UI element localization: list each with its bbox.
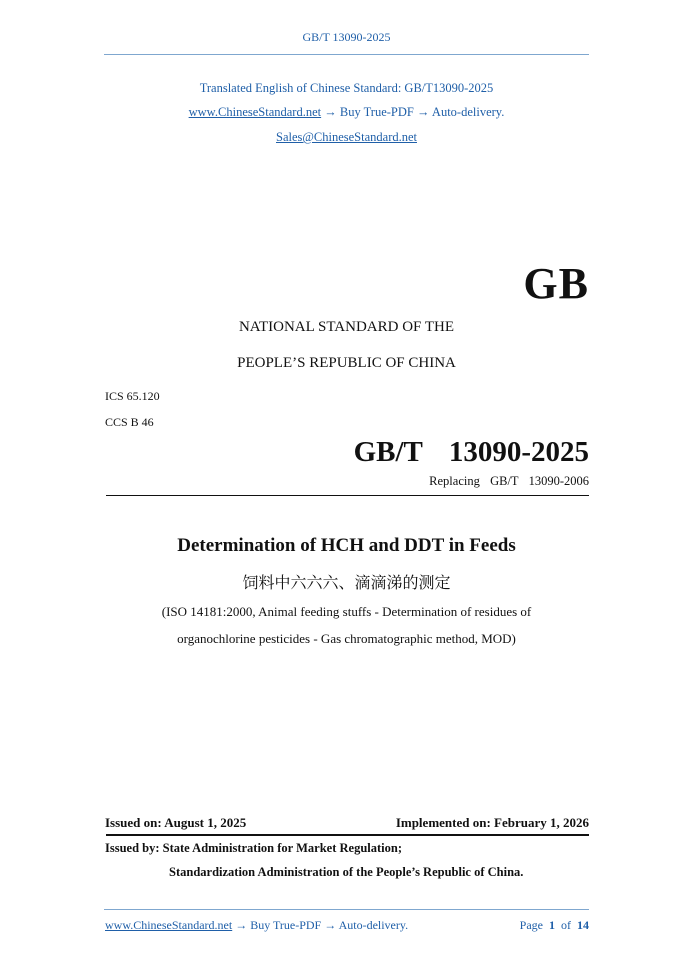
page-label: Page [519,918,543,932]
email-line [0,130,693,145]
issued-by-line2: Standardization Administration of the People’s Republic of China. [169,865,524,879]
gb-mark: GB [523,259,589,308]
standard-number-rule [106,495,589,496]
email-link[interactable]: Sales@ChineseStandard.net [276,130,417,144]
of-label: of [561,918,571,932]
page-number: 1 [549,918,555,932]
ics-code: ICS 65.120 [105,389,160,403]
page-indicator [520,918,589,933]
dates-rule [106,834,589,836]
iso-reference-line2: organochlorine pesticides - Gas chromatographic method, MOD) [177,631,516,646]
header-rule [104,54,589,55]
replacing-note: Replacing GB/T 13090-2006 [429,474,589,488]
standard-number: GB/T 13090-2025 [353,436,589,468]
header-doc-code: GB/T 13090-2025 [302,30,391,44]
footer-rule [104,909,589,910]
national-standard-line1: NATIONAL STANDARD OF THE [238,319,455,335]
implemented-on-date: Implemented on: February 1, 2026 [395,815,589,830]
buy-line-text: → Buy True-PDF → Auto-delivery. [321,105,505,119]
iso-reference-line1: (ISO 14181:2000, Animal feeding stuffs - Determination of residues of [161,604,532,619]
footer-site-link[interactable]: www.ChineseStandard.net [105,918,233,932]
title-english: Determination of HCH and DDT in Feeds [177,535,516,556]
issued-on-date: Issued on: August 1, 2025 [105,815,247,830]
footer-buy-line [105,918,408,933]
title-chinese: 饲料中六六六、滴滴涕的测定 [242,573,451,592]
buy-line [0,105,693,120]
issued-by-line1: Issued by: State Administration for Market Regulation; [105,841,402,855]
ccs-code: CCS B 46 [105,415,154,429]
translation-line: Translated English of Chinese Standard: GB/T13090-2025 [199,81,494,95]
footer-buy-text: → Buy True-PDF → Auto-delivery. [232,918,409,932]
site-link[interactable]: www.ChineseStandard.net [188,105,322,119]
page-total: 14 [577,918,589,932]
national-standard-line2: PEOPLE’S REPUBLIC OF CHINA [237,355,456,371]
